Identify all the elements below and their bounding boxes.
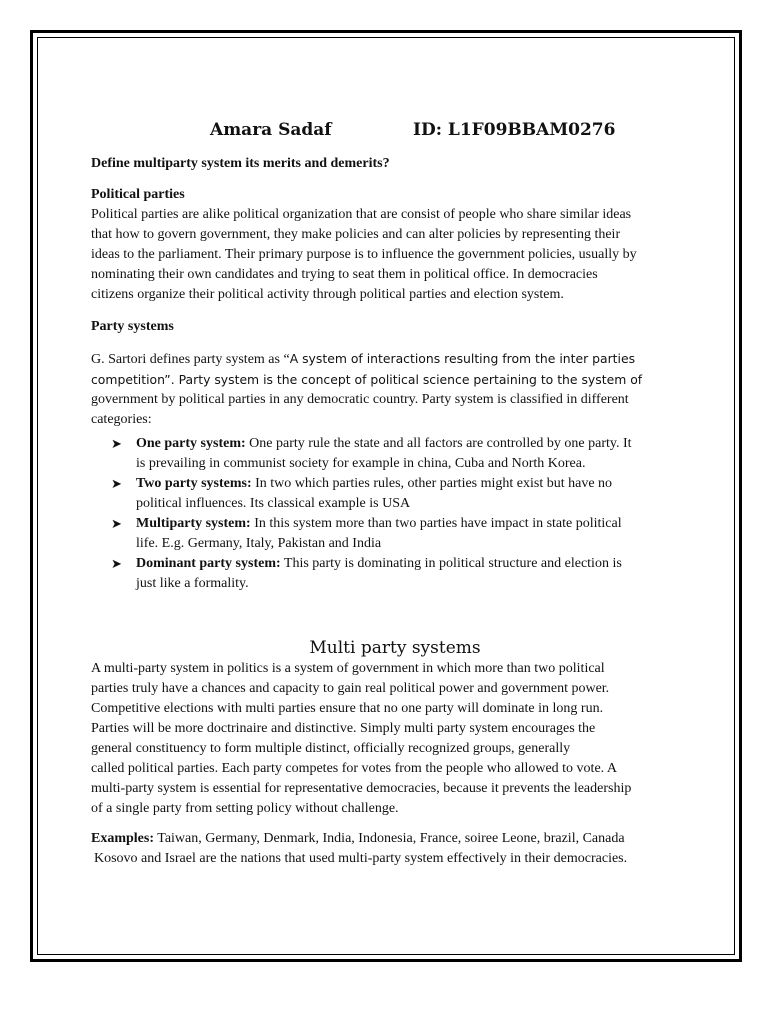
list-item-text: One party rule the state and all factors are controlled by one party. It: [245, 436, 632, 451]
paragraph-line: Kosovo and Israel are the nations that used multi-party system effectively in their democracies.: [94, 851, 628, 866]
list-item-line: political influences. Its classical example is USA: [136, 496, 411, 511]
student-id: ID: L1F09BBAM0276: [413, 120, 616, 140]
arrow-bullet-icon: ➤: [111, 516, 122, 531]
paragraph-line: Competitive elections with multi parties ensure that no one party will dominate in long run.: [91, 701, 604, 716]
paragraph-line: government by political parties in any democratic country. Party system is classified in different: [91, 392, 629, 407]
paragraph-line: general constituency to form multiple distinct, officially recognized groups, generally: [91, 741, 571, 756]
list-item-text: In this system more than two parties have impact in state political: [250, 516, 622, 531]
arrow-bullet-icon: ➤: [111, 556, 122, 571]
sartori-prefix: G. Sartori defines party system as “: [91, 352, 290, 367]
party-systems-heading: Party systems: [91, 319, 174, 334]
paragraph-line: [91, 349, 681, 370]
paragraph-line: competition”. Party system is the concept of political science pertaining to the system of: [91, 372, 643, 387]
list-item: [91, 434, 681, 474]
paragraph-line: that how to govern government, they make policies and can alter policies by representing their: [91, 227, 621, 242]
multi-party-title: Multi party systems: [309, 638, 481, 658]
examples-label: Examples:: [91, 831, 154, 846]
examples-paragraph: [91, 829, 681, 869]
multi-party-paragraph: [91, 659, 681, 819]
list-item: [91, 554, 681, 594]
list-item: [91, 514, 681, 554]
paragraph-line: Parties will be more doctrinaire and distinctive. Simply multi party system encourages the: [91, 721, 596, 736]
list-item-term: One party system:: [136, 436, 246, 451]
paragraph-line: ideas to the parliament. Their primary purpose is to influence the government policies, usually by: [91, 247, 637, 262]
arrow-bullet-icon: ➤: [111, 476, 122, 491]
sartori-quote: A system of interactions resulting from the inter parties: [289, 351, 636, 366]
document-body: [91, 118, 681, 869]
paragraph-line: categories:: [91, 412, 152, 427]
document-header: [91, 118, 681, 146]
paragraph-line: called political parties. Each party competes for votes from the people who allowed to vote. A: [91, 761, 617, 776]
list-item-text: In two which parties rules, other parties might exist but have no: [251, 476, 613, 491]
paragraph-line: Political parties are alike political organization that are consist of people who share similar ideas: [91, 207, 632, 222]
list-item-line: life. E.g. Germany, Italy, Pakistan and India: [136, 536, 382, 551]
question-heading: Define multiparty system its merits and demerits?: [91, 156, 390, 171]
list-item-line: just like a formality.: [136, 576, 249, 591]
list-item-line: is prevailing in communist society for example in china, Cuba and North Korea.: [136, 456, 586, 471]
paragraph-line: [91, 829, 681, 849]
party-system-list: [91, 434, 681, 594]
list-item-text: This party is dominating in political structure and election is: [280, 556, 622, 571]
paragraph-line: citizens organize their political activity through political parties and election system.: [91, 287, 564, 302]
paragraph-line: A multi-party system in politics is a system of government in which more than two political: [91, 661, 605, 676]
list-item-line: [136, 514, 681, 534]
list-item: [91, 474, 681, 514]
list-item-term: Multiparty system:: [136, 516, 251, 531]
arrow-bullet-icon: ➤: [111, 436, 122, 451]
sartori-paragraph: [91, 349, 681, 430]
author-name: Amara Sadaf: [210, 120, 332, 140]
paragraph-line: nominating their own candidates and trying to seat them in political office. In democracies: [91, 267, 598, 282]
political-parties-heading: Political parties: [91, 187, 185, 202]
political-parties-paragraph: [91, 205, 681, 305]
paragraph-line: multi-party system is essential for representative democracies, because it prevents the leadership: [91, 781, 632, 796]
paragraph-line: of a single party from setting policy without challenge.: [91, 801, 399, 816]
examples-text: Taiwan, Germany, Denmark, India, Indonesia, France, soiree Leone, brazil, Canada: [154, 831, 625, 846]
paragraph-line: parties truly have a chances and capacity to gain real political power and government power.: [91, 681, 610, 696]
list-item-line: [136, 554, 681, 574]
list-item-term: Two party systems:: [136, 476, 252, 491]
list-item-line: [136, 474, 681, 494]
list-item-line: [136, 434, 681, 454]
list-item-term: Dominant party system:: [136, 556, 281, 571]
